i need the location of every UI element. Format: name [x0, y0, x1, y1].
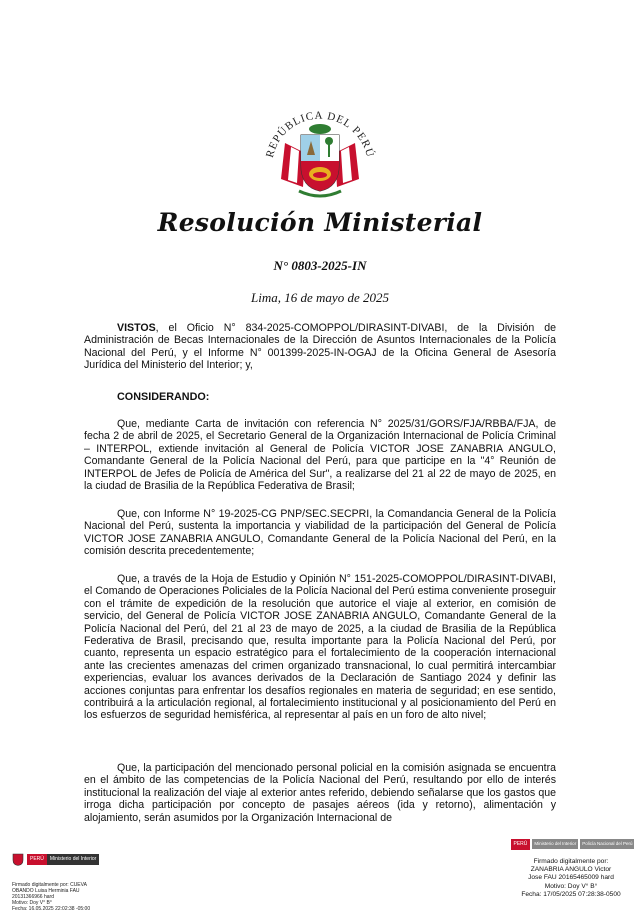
signature-line: Motivo: Doy V° B°	[12, 900, 52, 906]
signature-line: ZANABRIA ANGULO Victor	[530, 866, 612, 874]
signature-line: OBANDO Luisa Herminia FAU	[12, 888, 80, 894]
signature-line: 20131366966 hard	[12, 894, 54, 900]
signature-line: Firmado digitalmente por: CUEVA	[12, 882, 87, 888]
document-date: Lima, 16 de mayo de 2025	[251, 290, 389, 305]
paragraph-informe: Que, con Informe N° 19-2025-CG PNP/SEC.SECPRI, la Comandancia General de la Policía Nacional del Perú, sustenta la importancia y viabilidad de la participación del General de Policía VICTOR JOSE ZANABRIA ANGULO, Comandante General de la Policía Nacional del Perú, en la comisión descrita precedentemente;	[84, 508, 556, 558]
signature-line: Fecha: 17/05/2025 07:28:38-0500	[521, 890, 621, 898]
paragraph-hoja-estudio: Que, a través de la Hoja de Estudio y Opinión N° 151-2025-COMOPPOL/DIRASINT-DIVABI, el Comando de Operaciones Policiales de la Policía Nacional del Perú estima conveniente proseguir con el trámite de expedición de la resolución que autorice el viaje al exterior, en comisión de servicio, del General de Policía VICTOR JOSE ZANABRIA ANGULO, Comandante General de la Policía Nacional del Perú, del 21 al 23 de mayo de 2025, a la ciudad de Brasilia de la República Federativa de Brasil, precisando que, resulta importante para la Policía Nacional del Perú, por cuanto, representa un espacio estratégico para el fortalecimiento de la cooperación internacional ante las crecientes amenazas del crimen organizado transnacional, lo cual permitirá intercambiar experiencias, evaluar los avances derivados de la Declaración de Santiago 2024 y definir las acciones conjuntas para enfrentar los desafíos regionales en materia de seguridad; en ese sentido, contribuirá a la articulación regional, al fortalecimiento institucional y al posicionamiento del Perú en los esfuerzos de seguridad hemisférica, al representar al país en un foro de alto nivel;	[84, 573, 556, 722]
ministry-logo	[12, 852, 172, 866]
logo-peru-label: PERÚ	[511, 839, 531, 850]
logo-police-label: Policía Nacional del Perú	[580, 839, 634, 849]
police-logo	[505, 838, 637, 850]
footer-right-signature-block	[505, 838, 637, 899]
logo-ministry-label: Ministerio del Interior	[532, 839, 578, 849]
vistos-label: VISTOS	[117, 322, 156, 334]
national-coat-of-arms	[255, 95, 385, 205]
signature-line: Fecha: 16.05.2025 22:02:38 -05:00	[12, 906, 91, 912]
resolution-number: N° 0803-2025-IN	[273, 258, 367, 273]
document-title: Resolución Ministerial	[157, 208, 483, 237]
digital-signature-left	[12, 882, 172, 912]
paragraph-invitation: Que, mediante Carta de invitación con referencia N° 2025/31/GORS/FJA/RBBA/FJA, de fecha 2 de abril de 2025, el Secretario General de la Organización Internacional de Policía Criminal – INTERPOL, extiende invitación al General de Policía VICTOR JOSE ZANABRIA ANGULO, Comandante General de la Policía Nacional del Perú, para que participe en la "4° Reunión de INTERPOL de Jefes de Policía de América del Sur", a realizarse del 21 al 22 de mayo de 2025, en la ciudad de Brasilia de la República Federativa de Brasil;	[84, 418, 556, 493]
footer-left-signature-block	[12, 852, 172, 912]
considerando-heading: CONSIDERANDO:	[117, 391, 210, 403]
vistos-paragraph	[84, 322, 556, 372]
logo-peru-label: PERÚ	[27, 854, 47, 865]
paragraph-participacion: Que, la participación del mencionado personal policial en la comisión asignada se encuentra en el ámbito de las competencias de la Policía Nacional del Perú, resultando por ello de interés institucional la realización del viaje al exterior antes referido, debiendo señalarse que los gastos que irroga dicha participación por concepto de pasajes aéreos (ida y retorno), alimentación y alojamiento, serán asumidos por la Organización Internacional de	[84, 762, 556, 824]
logo-ministry-label: Ministerio del Interior	[47, 854, 99, 865]
vistos-text: , el Oficio N° 834-2025-COMOPPOL/DIRASINT-DIVABI, de la División de Administración de Becas Internacionales de la Dirección de Asuntos Internacionales de la Policía Nacional del Perú, y el Informe N° 001399-2025-IN-OGAJ de la Oficina General de Asesoría Jurídica del Ministerio del Interior; y,	[84, 322, 556, 372]
seal-text: REPÚBLICA DEL PERÚ	[263, 109, 377, 159]
shield-icon	[12, 853, 24, 866]
digital-signature-right	[505, 858, 637, 899]
signature-line: Jose FAU 20165465009 hard	[528, 874, 614, 882]
signature-line: Firmado digitalmente por:	[533, 858, 609, 865]
signature-line: Motivo: Doy V° B°	[544, 882, 598, 890]
